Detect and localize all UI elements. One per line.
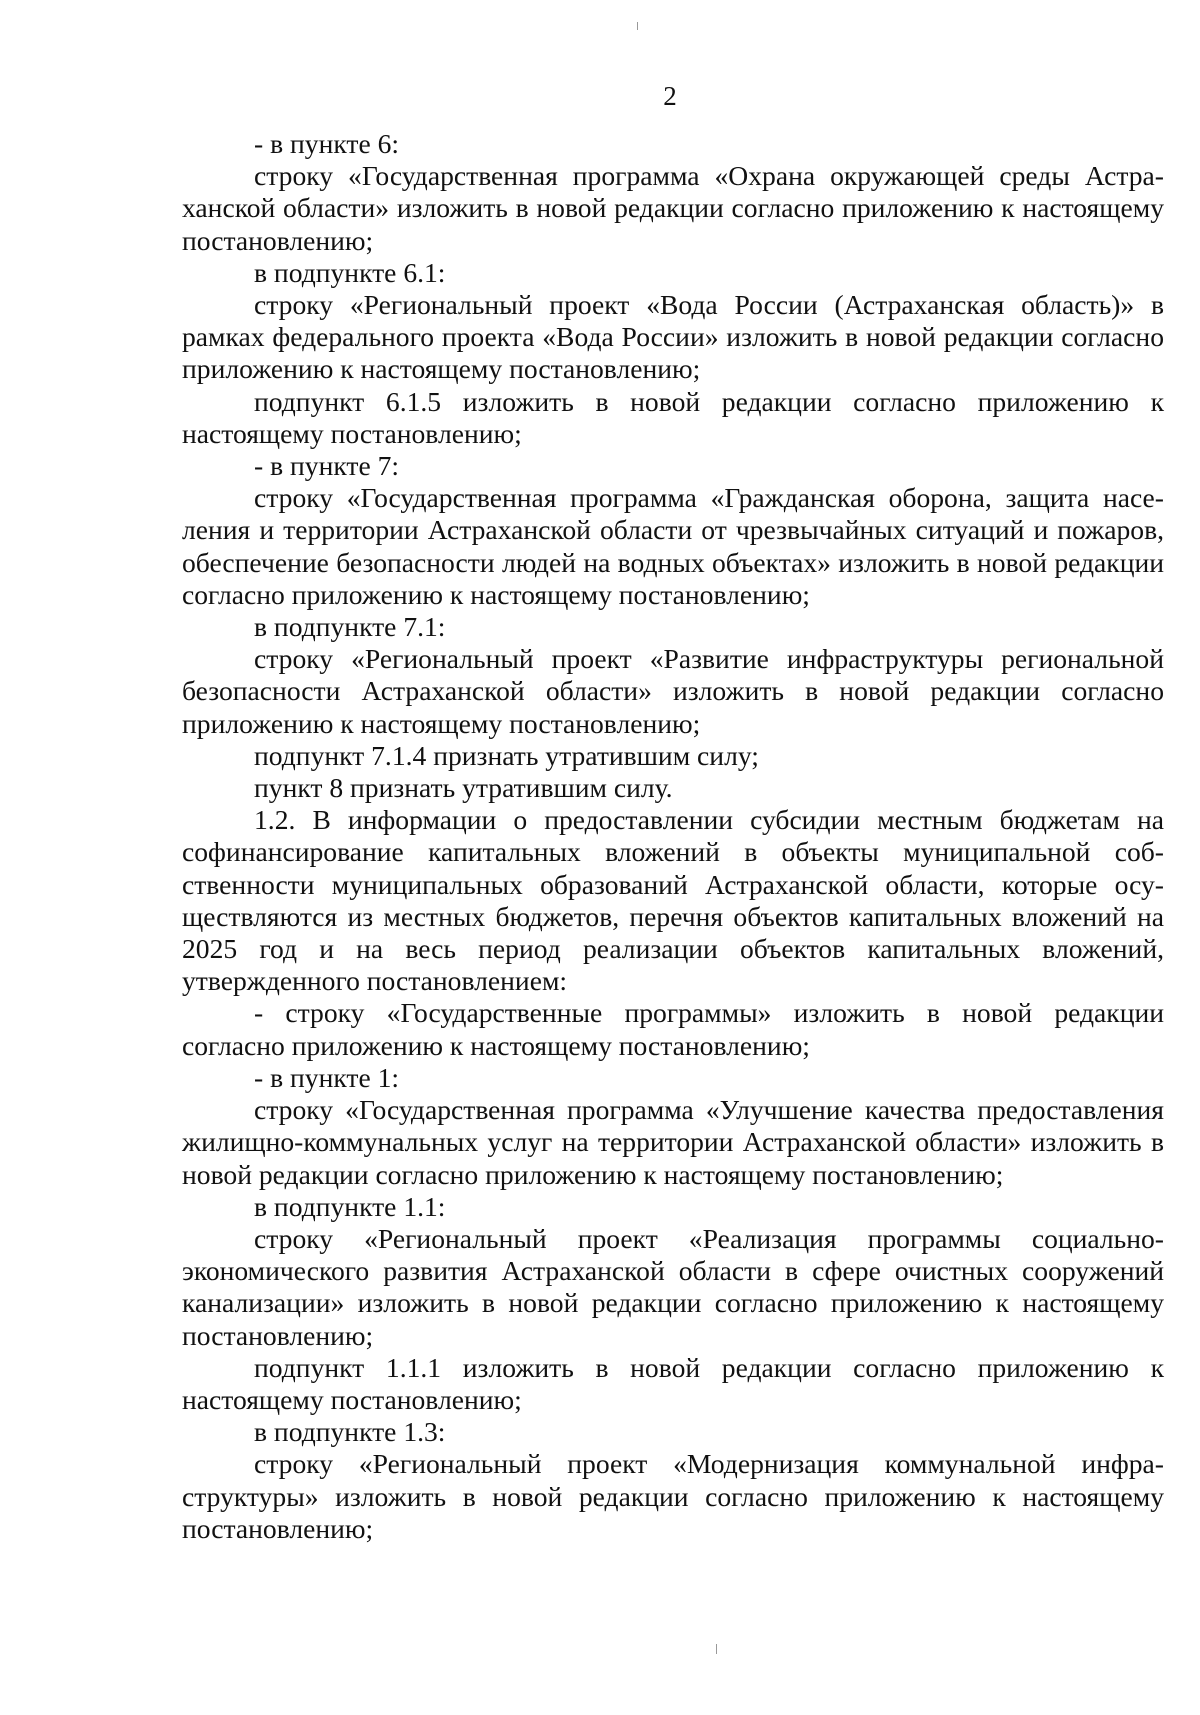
paragraph: строку «Государственная программа «Улучшение качества предоставления жилищно-коммунальных услуг на территории Астраханской области» изложить в новой редакции согласно приложению к настоящему постановлению; [182,1094,1164,1190]
paragraph: в подпункте 1.3: [254,1416,446,1448]
paragraph: 1.2. В информации о предоставлении субсидии местным бюджетам на софинансирование капитальных вложений в объекты муниципальной собственности муниципальных образований Астраханской области, которые осуществляются из местных бюджетов, перечня объектов капитальных вложений на 2025 год и на весь период реализации объектов капитальных вложений, утвержденного постановлением: [182,804,1164,997]
paragraph: в подпункте 1.1: [254,1190,446,1222]
paragraph: подпункт 7.1.4 признать утратившим силу; [254,739,759,771]
paragraph: строку «Региональный проект «Вода России (Астраханская область)» в рамках федерального проекта «Вода России» изложить в новой редакции согласно приложению к настоящему постановлению; [182,289,1164,385]
paragraph: в подпункте 7.1: [254,611,446,643]
paragraph: строку «Региональный проект «Реализация программы социально-экономического развития Астраханской области в сфере очистных сооружений канализации» изложить в новой редакции согласно приложению к настоящему постановлению; [182,1222,1164,1351]
paragraph: - строку «Государственные программы» изложить в новой редакции согласно приложению к настоящему постановлению; [182,997,1164,1061]
document-body [182,128,1164,1545]
paragraph: пункт 8 признать утратившим силу. [254,772,673,804]
paragraph: строку «Государственная программа «Охрана окружающей среды Астраханской области» изложить в новой редакции согласно приложению к настоящему постановлению; [182,160,1164,256]
paragraph: подпункт 6.1.5 изложить в новой редакции согласно приложению к настоящему постановлению; [182,385,1164,449]
scan-speck [637,22,638,30]
paragraph: - в пункте 7: [254,450,400,482]
page-number: 2 [663,81,677,111]
paragraph: - в пункте 6: [254,128,400,159]
paragraph: подпункт 1.1.1 изложить в новой редакции согласно приложению к настоящему постановлению; [182,1351,1164,1415]
paragraph: в подпункте 6.1: [254,256,446,288]
scan-speck [716,1644,717,1654]
paragraph: строку «Региональный проект «Развитие инфраструктуры региональной безопасности Астраханской области» изложить в новой редакции согласно приложению к настоящему постановлению; [182,643,1164,739]
paragraph: строку «Региональный проект «Модернизация коммунальной инфраструктуры» изложить в новой редакции согласно приложению к настоящему постановлению; [182,1448,1164,1544]
paragraph: строку «Государственная программа «Гражданская оборона, защита населения и территории Астраханской области от чрезвычайных ситуаций и пожаров, обеспечение безопасности людей на водных объектах» изложить в новой редакции согласно приложению к настоящему постановлению; [182,482,1164,610]
paragraph: - в пункте 1: [254,1061,400,1093]
